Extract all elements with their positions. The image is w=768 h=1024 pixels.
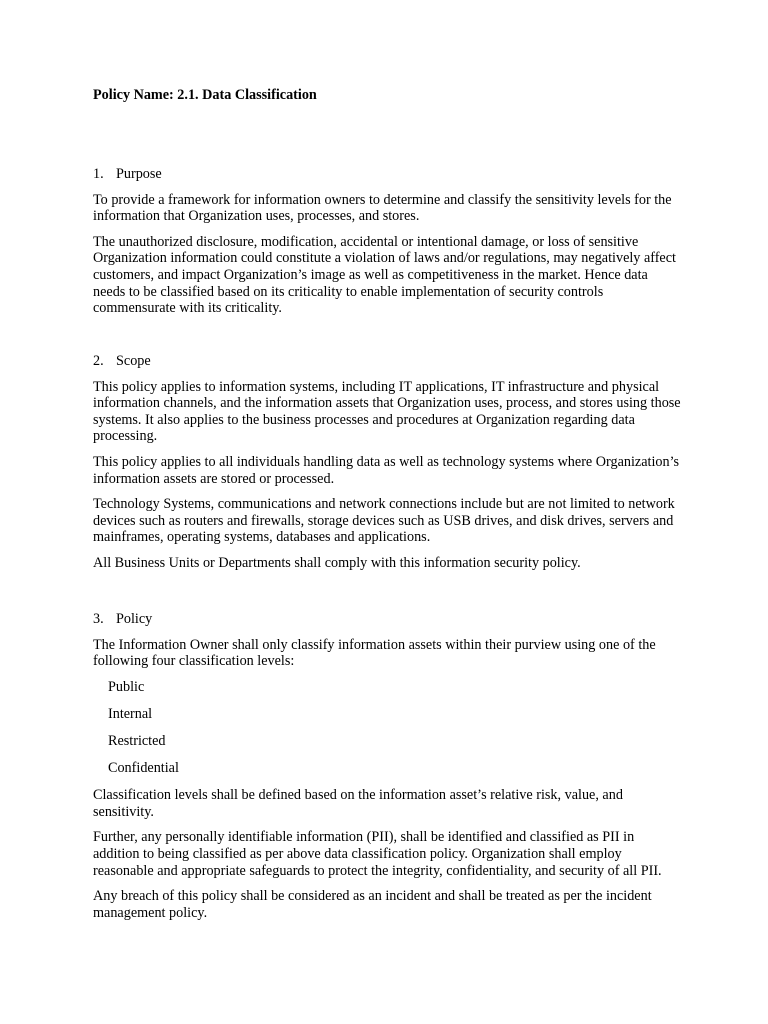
section-heading [93,166,683,183]
paragraph: The Information Owner shall only classify information assets within their purview using one of the following four classification levels: [93,636,656,670]
paragraph: This policy applies to information systems, including IT applications, IT infrastructure and physical information channels, and the information assets that Organization uses, process, and stores using those systems. It also applies to the business processes and procedures at Organization regarding data processing. [93,378,681,445]
section-title: Scope [116,353,151,369]
paragraph: Classification levels shall be defined based on the information asset’s relative risk, value, and sensitivity. [93,787,623,820]
paragraph: To provide a framework for information owners to determine and classify the sensitivity levels for the information that Organization uses, processes, and stores. [93,191,672,225]
section-number: 2. [93,353,104,369]
classification-level-internal: Internal [108,705,153,722]
section-number: 1. [93,166,104,182]
paragraph: Technology Systems, communications and network connections include but are not limited to network devices such as routers and firewalls, storage devices such as USB drives, and disk drives, servers and mainframes, operating systems, databases and applications. [93,496,675,546]
policy-title: Policy Name: 2.1. Data Classification [93,87,317,103]
section-scope [93,353,683,581]
section-heading [93,611,683,628]
section-policy [93,611,683,930]
section-number: 3. [93,611,104,627]
classification-level-restricted: Restricted [108,732,166,749]
paragraph: This policy applies to all individuals handling data as well as technology systems where Organization’s information assets are stored or processed. [93,453,680,487]
section-purpose [93,166,683,326]
section-heading [93,353,683,370]
classification-level-confidential: Confidential [108,760,179,777]
paragraph: The unauthorized disclosure, modification, accidental or intentional damage, or loss of sensitive Organization information could constitute a violation of laws and/or regulations, may negatively affect customers, and impact Organization’s image as well as competitiveness in the market. Hence data needs to be classified based on its criticality to enable implementation of security controls commensurate with its criticality. [93,233,676,317]
section-title: Purpose [116,166,162,182]
paragraph: Any breach of this policy shall be considered as an incident and shall be treated as per the incident management policy. [93,888,652,921]
paragraph: Further, any personally identifiable information (PII), shall be identified and classified as PII in addition to being classified as per above data classification policy. Organization shall employ reasonable and appropriate safeguards to protect the integrity, confidentiality, and security of all PII. [93,829,662,879]
classification-level-public: Public [108,678,145,695]
section-title: Policy [116,611,153,627]
paragraph: All Business Units or Departments shall comply with this information security policy. [93,554,581,571]
